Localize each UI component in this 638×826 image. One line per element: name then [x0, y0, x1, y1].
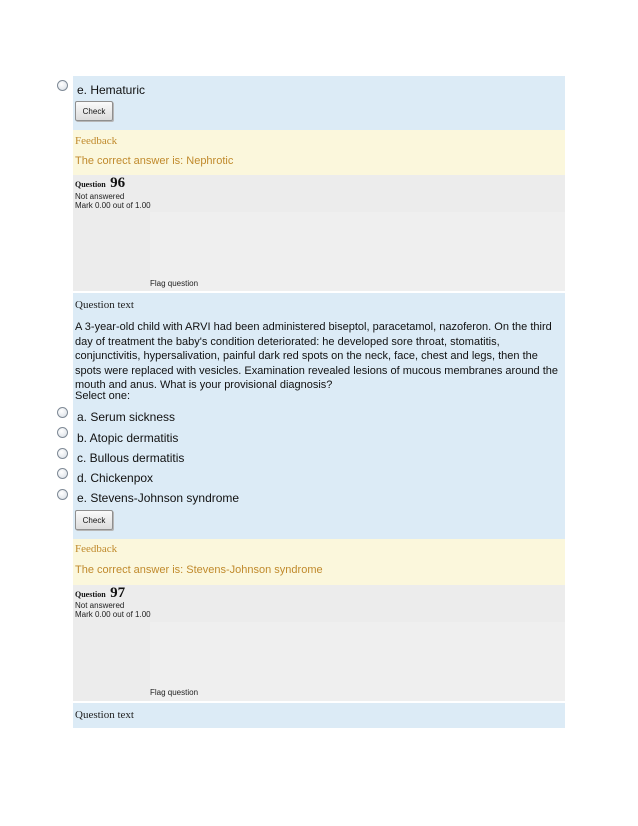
- option-label: d. Chickenpox: [77, 471, 154, 485]
- radio-option-e-prev[interactable]: [55, 78, 71, 94]
- question-text: A 3-year-old child with ARVI had been administered biseptol, paracetamol, nazoferon. On the third day of treatment the baby's condition deteriorated: he developed sore throat, stomatitis, conjunctivitis, hypersalivation, painful dark red spots on the neck, face, chest and legs, then the spots were replaced with vesicles. Examination revealed lesions of mucous membranes around the mouth and anus. What is your provisional diagnosis?: [75, 321, 559, 391]
- option-row: [73, 76, 565, 98]
- flag-area: [150, 622, 565, 701]
- correct-answer: The correct answer is: Stevens-Johnson syndrome: [75, 564, 323, 576]
- option-label: c. Bullous dermatitis: [77, 451, 185, 465]
- radio-option-b[interactable]: [55, 425, 71, 441]
- radio-icon: [57, 468, 68, 479]
- mark-info: Mark 0.00 out of 1.00: [75, 201, 151, 210]
- question-text-panel: [73, 703, 565, 728]
- answer-status: Not answered: [75, 601, 125, 610]
- check-area: [73, 98, 565, 130]
- mark-info: Mark 0.00 out of 1.00: [75, 610, 151, 619]
- radio-icon: [57, 448, 68, 459]
- check-button[interactable]: Check: [75, 510, 113, 530]
- option-label: b. Atopic dermatitis: [77, 431, 179, 445]
- question-label: Question: [75, 590, 106, 599]
- radio-option-a[interactable]: [55, 405, 71, 421]
- flag-area: [150, 212, 565, 291]
- answer-status: Not answered: [75, 192, 125, 201]
- radio-icon: [57, 407, 68, 418]
- question-heading: [75, 174, 125, 193]
- correct-answer: The correct answer is: Nephrotic: [75, 155, 234, 167]
- flag-question-link[interactable]: Flag question: [150, 279, 199, 288]
- feedback-label: Feedback: [75, 543, 118, 555]
- select-one-label: Select one:: [75, 390, 131, 402]
- option-label: a. Serum sickness: [77, 410, 176, 424]
- feedback-label: Feedback: [75, 135, 118, 147]
- check-button[interactable]: Check: [75, 101, 113, 121]
- question-number: 96: [110, 175, 126, 191]
- flag-question-link[interactable]: Flag question: [150, 688, 199, 697]
- question-label: Question: [75, 180, 106, 189]
- check-area: [73, 506, 565, 539]
- question-text-label: Question text: [75, 709, 134, 721]
- option-label: e. Stevens-Johnson syndrome: [77, 491, 240, 505]
- radio-option-c[interactable]: [55, 446, 71, 462]
- option-label: e. Hematuric: [77, 83, 146, 97]
- radio-option-e[interactable]: [55, 487, 71, 503]
- radio-icon: [57, 80, 68, 91]
- radio-icon: [57, 427, 68, 438]
- question-text-label: Question text: [75, 299, 134, 311]
- radio-option-d[interactable]: [55, 466, 71, 482]
- feedback-panel: [73, 130, 565, 175]
- question-number: 97: [110, 585, 126, 601]
- radio-icon: [57, 489, 68, 500]
- feedback-panel: [73, 539, 565, 585]
